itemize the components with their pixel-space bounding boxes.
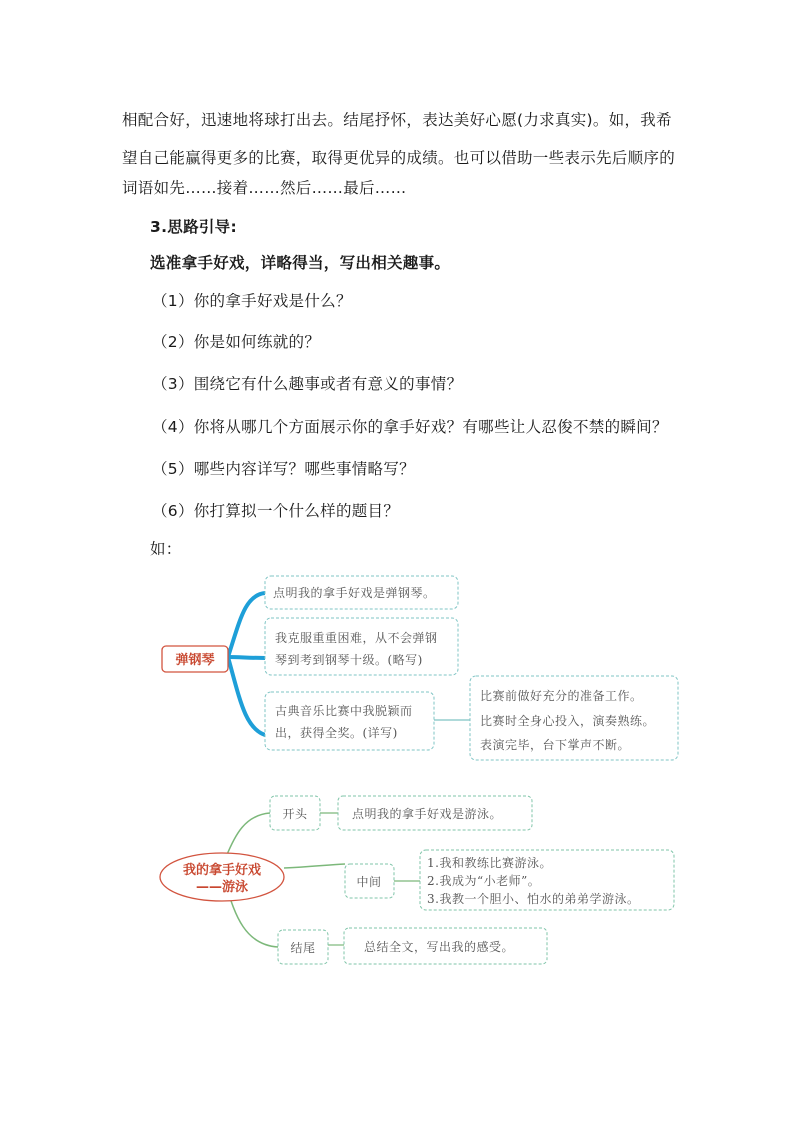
branch-line: [228, 593, 265, 657]
center-node-label: ——游泳: [195, 880, 249, 895]
paragraph-line: 望自己能赢得更多的比赛，取得更优异的成绩。也可以借助一些表示先后顺序的: [122, 149, 676, 167]
branch-box: [265, 692, 434, 750]
label-text: 开头: [282, 807, 308, 821]
branch-line: [228, 657, 265, 658]
branch-text: 古典音乐比赛中我脱颖而: [275, 704, 413, 718]
content-text: 点明我的拿手好戏是游泳。: [352, 807, 503, 821]
branch-line: [284, 864, 345, 868]
paragraph-line: 相配合好，迅速地将球打出去。结尾抒怀，表达美好心愿(力求真实)。如，我希: [122, 111, 672, 129]
question-item: （4）你将从哪几个方面展示你的拿手好戏？有哪些让人忍俊不禁的瞬间？: [152, 418, 668, 436]
branch-line: [226, 813, 270, 857]
example-label: 如：: [150, 540, 182, 558]
label-text: 结尾: [290, 941, 316, 955]
paragraph-line: 词语如先……接着……然后……最后……: [122, 179, 407, 197]
content-text: 总结全文，写出我的感受。: [364, 940, 515, 954]
mindmap-swimming: [0, 785, 794, 975]
label-text: 中间: [356, 875, 382, 889]
branch-text: 我克服重重困难，从不会弹钢: [275, 631, 438, 645]
branch-text: 琴到考到钢琴十级。(略写): [275, 653, 423, 667]
detail-text: 表演完毕，台下掌声不断。: [480, 738, 631, 752]
question-item: （2）你是如何练就的？: [152, 333, 321, 351]
question-item: （1）你的拿手好戏是什么？: [152, 292, 352, 310]
section-heading: 3.思路引导:: [150, 218, 237, 236]
question-item: （6）你打算拟一个什么样的题目？: [152, 502, 400, 520]
branch-text: 出，获得全奖。(详写): [275, 726, 398, 740]
section-subheading: 选准拿手好戏，详略得当，写出相关趣事。: [150, 254, 451, 272]
center-node-label: 我的拿手好戏: [182, 863, 262, 878]
center-node-label: 弹钢琴: [175, 653, 215, 668]
mindmap-piano: [0, 560, 794, 780]
content-text: 1.我和教练比赛游泳。: [427, 856, 552, 870]
detail-text: 比赛时全身心投入，演奏熟练。: [480, 714, 656, 728]
branch-text: 点明我的拿手好戏是弹钢琴。: [273, 586, 436, 600]
question-item: （5）哪些内容详写？哪些事情略写？: [152, 460, 415, 478]
detail-text: 比赛前做好充分的准备工作。: [480, 689, 643, 703]
content-text: 2.我成为“小老师”。: [427, 874, 541, 888]
branch-line: [228, 657, 265, 735]
content-text: 3.我教一个胆小、怕水的弟弟学游泳。: [427, 892, 640, 906]
question-item: （3）围绕它有什么趣事或者有意义的事情？: [152, 375, 463, 393]
